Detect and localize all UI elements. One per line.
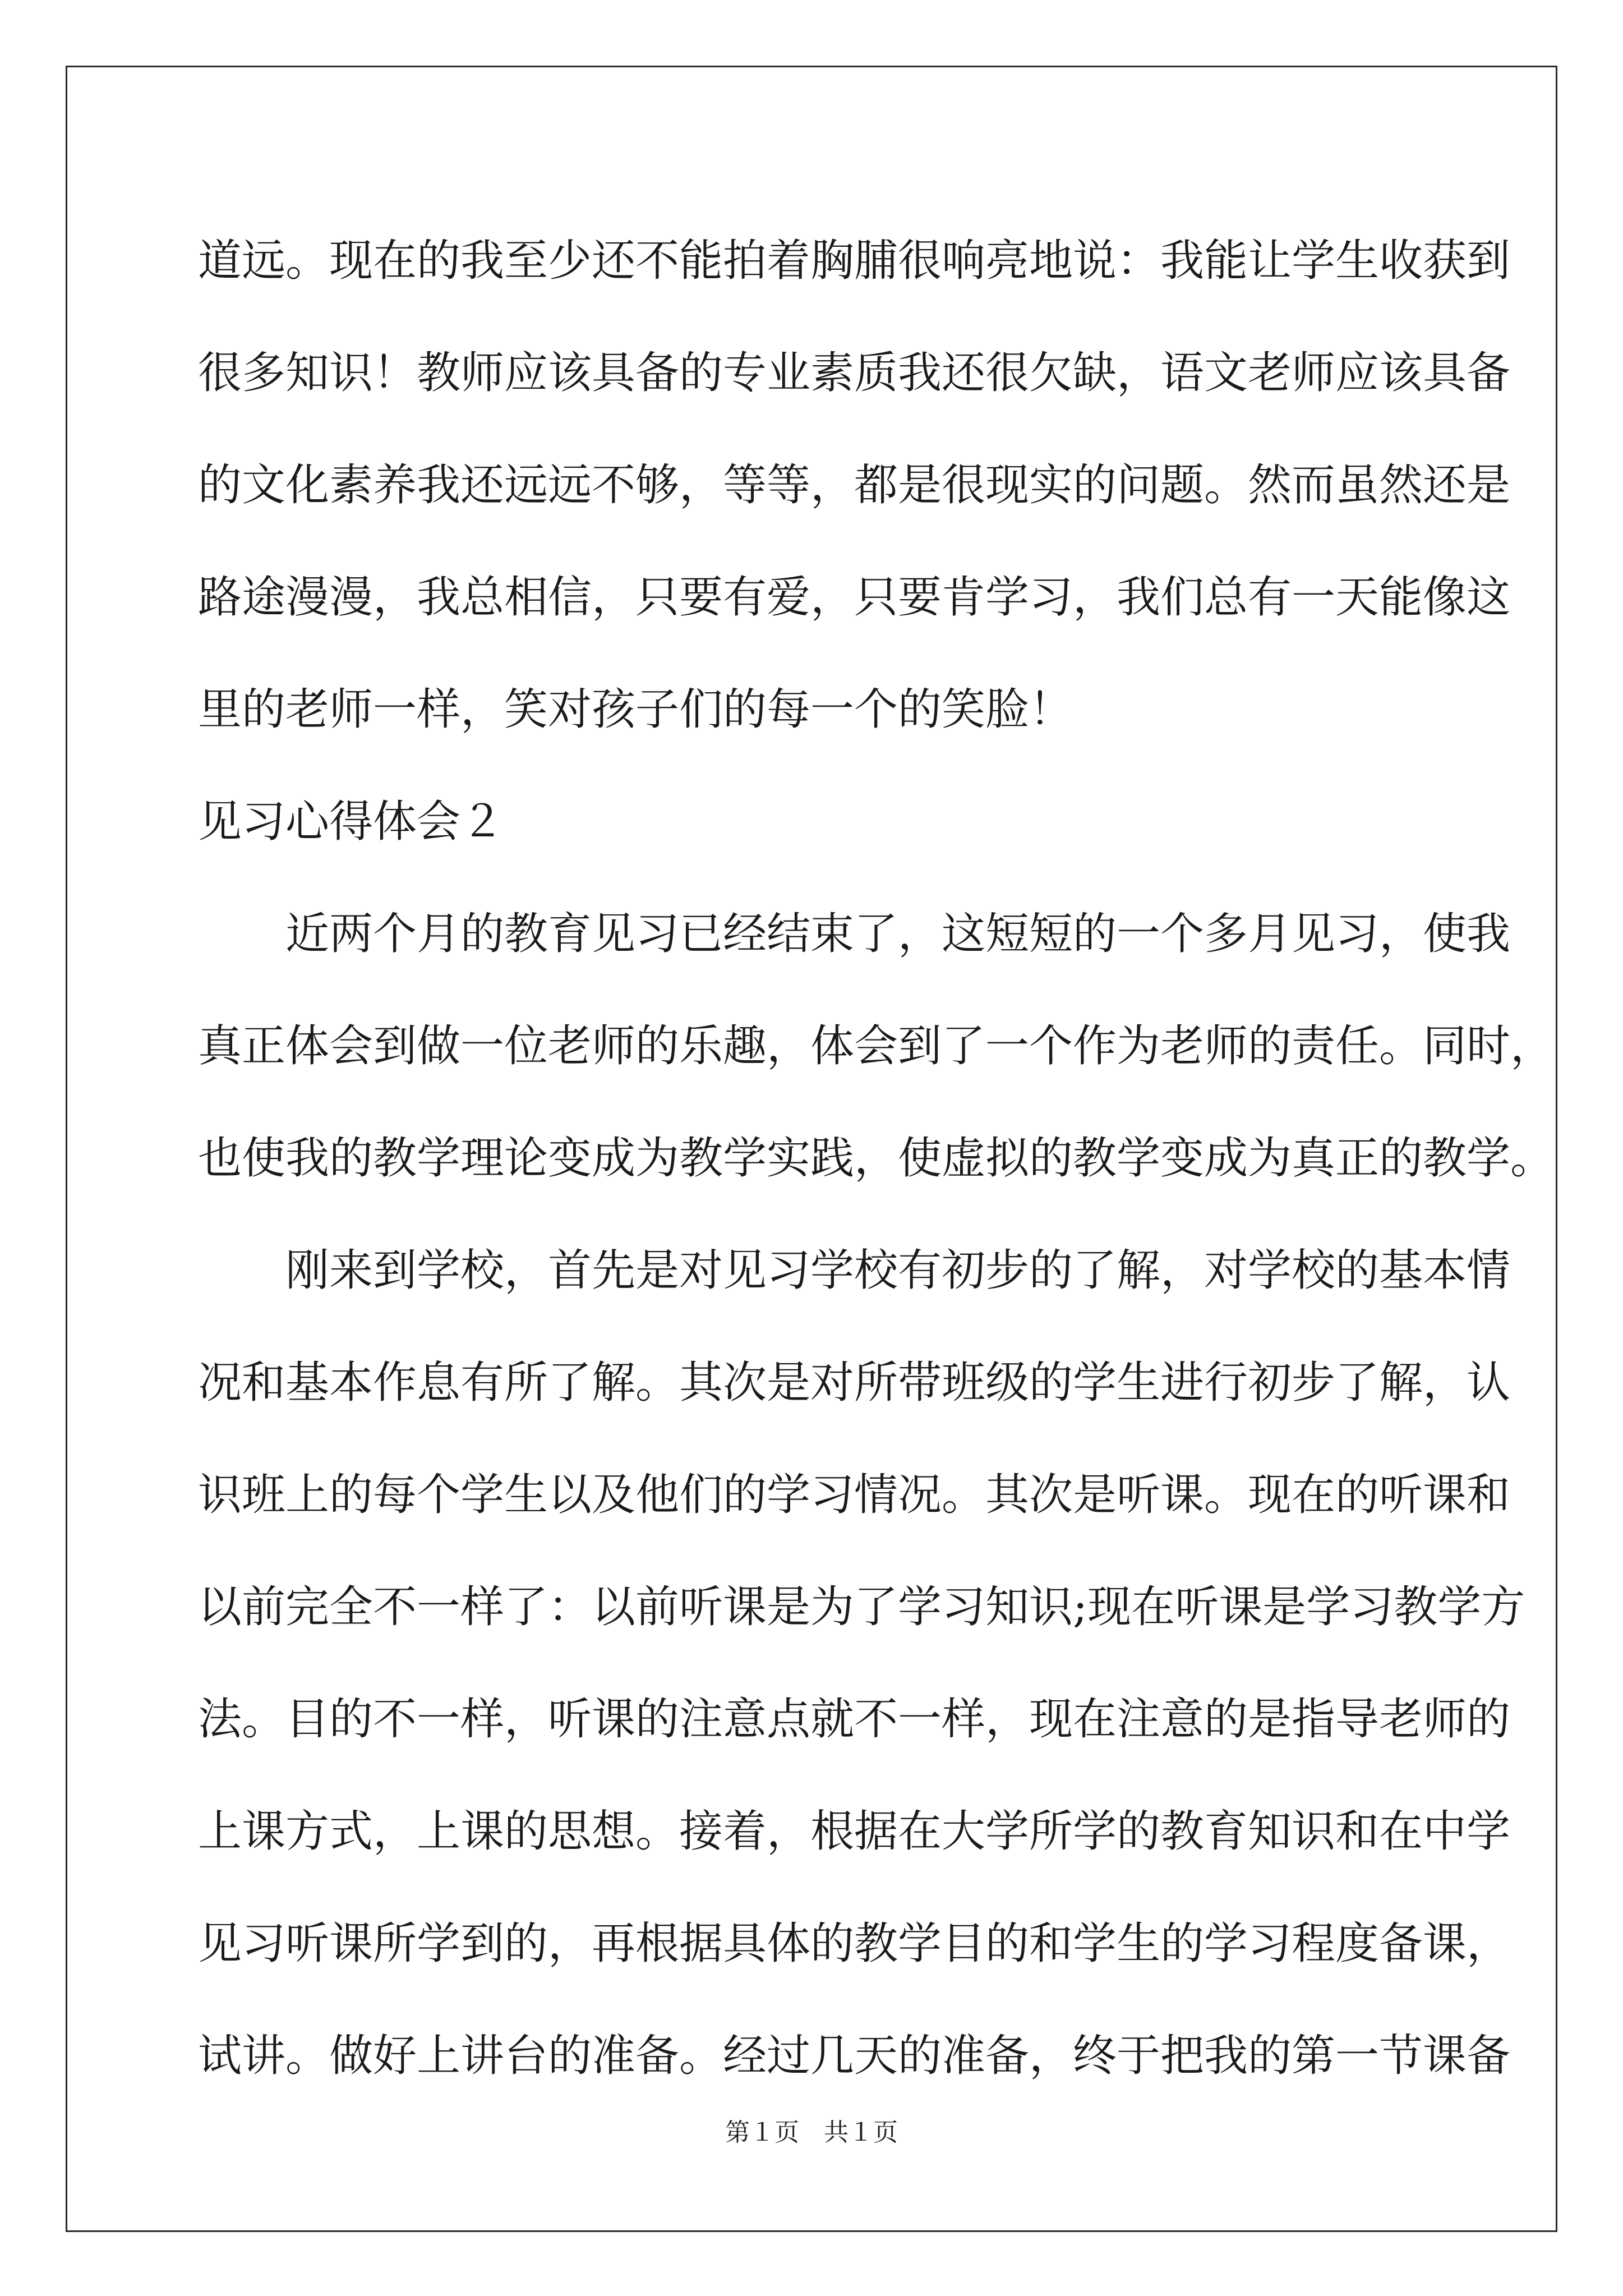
text-line: 道远。现在的我至少还不能拍着胸脯很响亮地说：我能让学生收获到 xyxy=(198,236,1511,286)
document-body xyxy=(198,205,1555,2112)
text-line: 也使我的教学理论变成为教学实践，使虚拟的教学变成为真正的教学。 xyxy=(198,1133,1555,1184)
text-line: 识班上的每个学生以及他们的学习情况。其次是听课。现在的听课和 xyxy=(198,1470,1511,1520)
text-line: 法。目的不一样，听课的注意点就不一样，现在注意的是指导老师的 xyxy=(198,1694,1511,1745)
page-number-footer: 第１页 共１页 xyxy=(725,2118,898,2147)
paragraph-first-line: 刚来到学校，首先是对见习学校有初步的了解，对学校的基本情 xyxy=(285,1245,1511,1296)
paragraph-first-line: 近两个月的教育见习已经结束了，这短短的一个多月见习，使我 xyxy=(285,909,1511,959)
text-line: 的文化素养我还远远不够，等等，都是很现实的问题。然而虽然还是 xyxy=(198,460,1511,510)
text-line: 况和基本作息有所了解。其次是对所带班级的学生进行初步了解，认 xyxy=(198,1358,1511,1408)
text-line: 很多知识！教师应该具备的专业素质我还很欠缺，语文老师应该具备 xyxy=(198,348,1511,398)
text-line: 见习听课所学到的，再根据具体的教学目的和学生的学习程度备课， xyxy=(198,1918,1511,1969)
text-line: 真正体会到做一位老师的乐趣，体会到了一个作为老师的责任。同时， xyxy=(198,1021,1555,1071)
text-line: 以前完全不一样了：以前听课是为了学习知识;现在听课是学习教学方 xyxy=(198,1582,1525,1632)
text-line: 路途漫漫，我总相信，只要有爱，只要肯学习，我们总有一天能像这 xyxy=(198,572,1511,623)
text-line: 里的老师一样，笑对孩子们的每一个的笑脸！ xyxy=(198,684,1073,735)
section-heading: 见习心得体会２ xyxy=(198,797,505,847)
text-line: 试讲。做好上讲台的准备。经过几天的准备，终于把我的第一节课备 xyxy=(198,2031,1511,2081)
text-line: 上课方式，上课的思想。接着，根据在大学所学的教育知识和在中学 xyxy=(198,1806,1511,1857)
